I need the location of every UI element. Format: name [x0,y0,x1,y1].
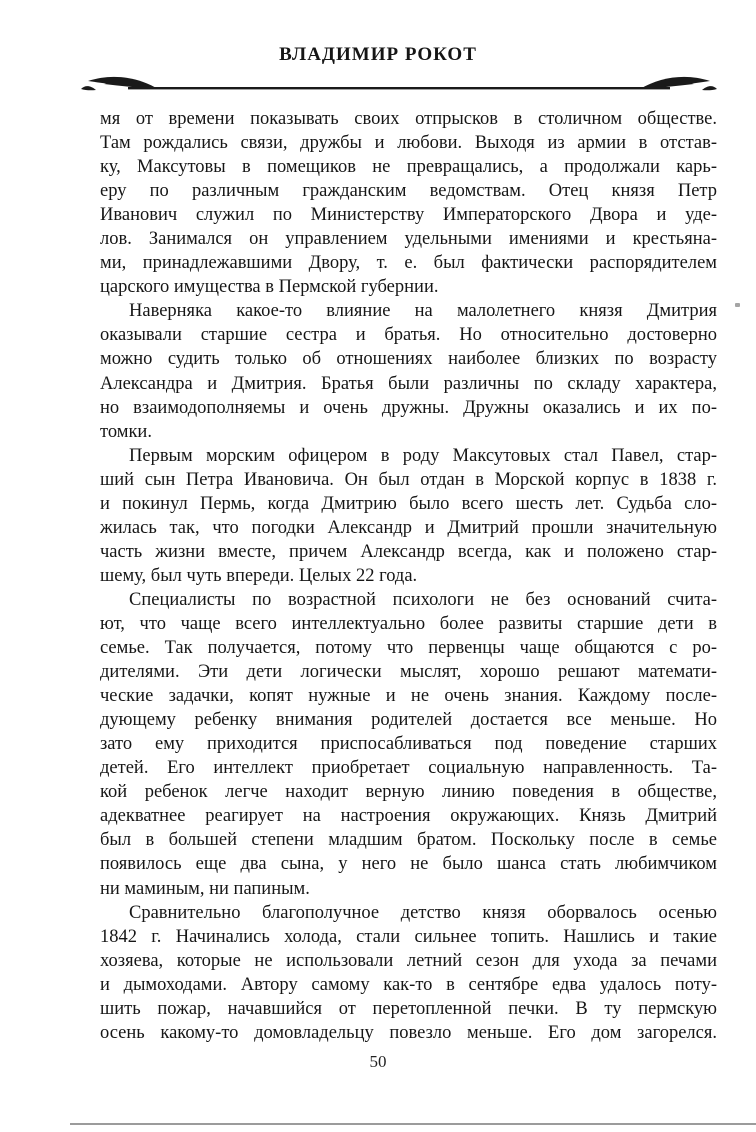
text-line: ший сын Петра Ивановича. Он был отдан в Морской корпус в 1838 г. [100,469,717,490]
text-line: зато ему приходится приспосабливаться под поведение старших [100,734,717,755]
footer-scan-edge-line [70,1123,756,1125]
text-line: шему, был чуть впереди. Целых 22 года. [100,565,418,586]
text-line: 1842 г. Начинались холода, стали сильнее топить. Нашлись и такие [100,926,717,947]
text-line: Первым морским офицером в роду Максутовых стал Павел, стар- [129,445,717,466]
text-line: Там рождались связи, дружбы и любови. Выходя из армии в отстав- [100,133,717,154]
text-line: оказывали старшие сестра и братья. Но относительно достоверно [100,325,717,346]
text-line: Наверняка какое-то влияние на малолетнего князя Дмитрия [129,301,717,322]
page-body-text [100,107,717,1045]
text-line: шить пожар, начавшийся от перетопленной печки. В ту пермскую [100,998,717,1019]
text-line: и покинул Пермь, когда Дмитрию было всего шесть лет. Судьба сло- [100,493,717,514]
scan-artifact-speck [735,303,740,307]
text-line: хозяева, которые не использовали летний сезон для ухода за печами [100,950,717,971]
text-line: семье. Так получается, потому что первенцы чаще общаются с ро- [100,638,717,659]
text-line: еру по различным гражданским ведомствам. Отец князя Петр [100,181,717,202]
text-line: детей. Его интеллект приобретает социальную направленность. Та- [100,758,717,779]
text-line: Сравнительно благополучное детство князя оборвалось осенью [129,902,717,923]
text-line: дующему ребенку внимания родителей достается все меньше. Но [100,710,717,731]
header-rule-ornament [80,74,718,100]
text-line: ми, принадлежавшими Двору, т. е. был фактически распорядителем [100,253,717,274]
text-line: ку, Максутовы в помещиков не превращались, а продолжали карь- [100,157,717,178]
text-line: появилось еще два сына, у него не было шанса стать любимчиком [100,854,717,875]
text-line: ческие задачки, копят нужные и не очень знания. Каждому после- [100,686,717,707]
text-line: кой ребенок легче находит верную линию поведения в обществе, [100,782,717,803]
page-number: 50 [369,1052,387,1071]
text-line: томки. [100,421,152,442]
text-line: часть жизни вместе, причем Александр всегда, как и положено стар- [100,541,717,562]
text-line: был в большей степени младшим братом. Поскольку после в семье [100,830,717,851]
text-line: ют, что чаще всего интеллектуально более развиты старшие дети в [100,613,717,634]
text-line: осень какому-то домовладельцу повезло меньше. Его дом загорелся. [100,1022,717,1043]
text-line: и дымоходами. Автору самому как-то в сентябре едва удалось поту- [100,974,717,995]
text-line: но взаимодополняемы и очень дружны. Дружны оказались и их по- [100,397,717,418]
text-line: мя от времени показывать своих отпрысков в столичном обществе. [100,109,717,129]
text-line: жилась так, что погодки Александр и Дмитрий прошли значительную [100,517,717,538]
text-line: адекватнее реагирует на настроения окружающих. Князь Дмитрий [100,806,717,827]
running-header-author: ВЛАДИМИР РОКОТ [279,44,477,65]
text-line: царского имущества в Пермской губернии. [100,277,439,298]
text-line: лов. Занимался он управлением удельными имениями и крестьяна- [100,229,717,250]
text-line: можно судить только об отношениях наиболее близких по возрасту [100,349,717,370]
text-line: Александра и Дмитрия. Братья были различны по складу характера, [100,373,717,394]
text-line: Специалисты по возрастной психологи не без оснований счита- [129,589,717,610]
header-rule-line [128,87,670,89]
text-line: ни маминым, ни папиным. [100,878,310,899]
text-line: дителями. Эти дети логически мыслят, хорошо решают математи- [100,662,717,683]
text-line: Иванович служил по Министерству Императорского Двора и уде- [100,205,717,226]
